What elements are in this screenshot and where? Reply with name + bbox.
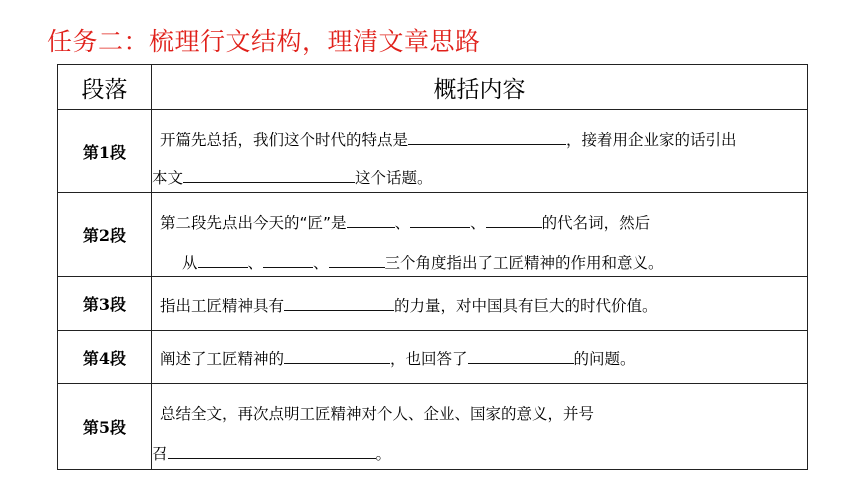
summary-cell [152, 384, 808, 470]
summary-text: 从 [182, 254, 198, 272]
summary-text: 的力量，对中国具有巨大的时代价值。 [394, 296, 658, 315]
table-row [58, 193, 808, 277]
summary-text: 这个话题。 [355, 169, 433, 187]
summary-text: 总结全文，再次点明工匠精神对个人、企业、国家的意义，并号 [160, 405, 595, 423]
paragraph-label: 第3段 [58, 277, 152, 331]
answer-blank[interactable] [198, 253, 248, 268]
answer-blank[interactable] [347, 213, 395, 228]
answer-blank[interactable] [183, 168, 355, 183]
paragraph-label: 第2段 [58, 193, 152, 277]
summary-text: 本文 [152, 169, 184, 187]
table-header-row [58, 65, 808, 110]
answer-blank[interactable] [329, 253, 385, 268]
summary-text: ，接着用企业家的话引出 [566, 131, 737, 149]
summary-cell [152, 331, 808, 384]
summary-text: 、 [313, 254, 329, 272]
answer-blank[interactable] [410, 213, 470, 228]
column-header-paragraph: 段落 [58, 65, 152, 110]
summary-table [57, 64, 808, 470]
summary-text: 阐述了工匠精神的 [160, 350, 285, 368]
table-row [58, 110, 808, 193]
table-row [58, 331, 808, 384]
summary-cell [152, 277, 808, 331]
answer-blank[interactable] [486, 213, 542, 228]
paragraph-label: 第5段 [58, 384, 152, 470]
answer-blank[interactable] [168, 444, 376, 459]
answer-blank[interactable] [284, 296, 394, 311]
summary-text: 。 [375, 445, 392, 463]
summary-cell [152, 110, 808, 193]
answer-blank[interactable] [408, 130, 566, 145]
summary-text: 召 [152, 445, 168, 463]
answer-blank[interactable] [284, 349, 390, 364]
summary-text: 、 [470, 214, 486, 232]
summary-cell [152, 193, 808, 277]
paragraph-label: 第4段 [58, 331, 152, 384]
summary-text: 开篇先总括，我们这个时代的特点是 [160, 131, 409, 149]
summary-text: ，也回答了 [390, 350, 468, 368]
paragraph-label: 第1段 [58, 110, 152, 193]
answer-blank[interactable] [468, 349, 574, 364]
summary-text: 第二段先点出今天的“匠”是 [160, 214, 347, 232]
column-header-summary: 概括内容 [152, 65, 808, 110]
summary-text: 、 [247, 254, 264, 272]
summary-text: 三个角度指出了工匠精神的作用和意义。 [384, 254, 664, 272]
table-row [58, 277, 808, 331]
summary-text: 、 [394, 214, 411, 232]
summary-text: 指出工匠精神具有 [160, 296, 285, 315]
table-row [58, 384, 808, 470]
summary-text: 的问题。 [573, 350, 636, 368]
page-title: 任务二：梳理行文结构，理清文章思路 [47, 27, 481, 56]
answer-blank[interactable] [263, 253, 313, 268]
summary-text: 的代名词，然后 [541, 214, 651, 232]
